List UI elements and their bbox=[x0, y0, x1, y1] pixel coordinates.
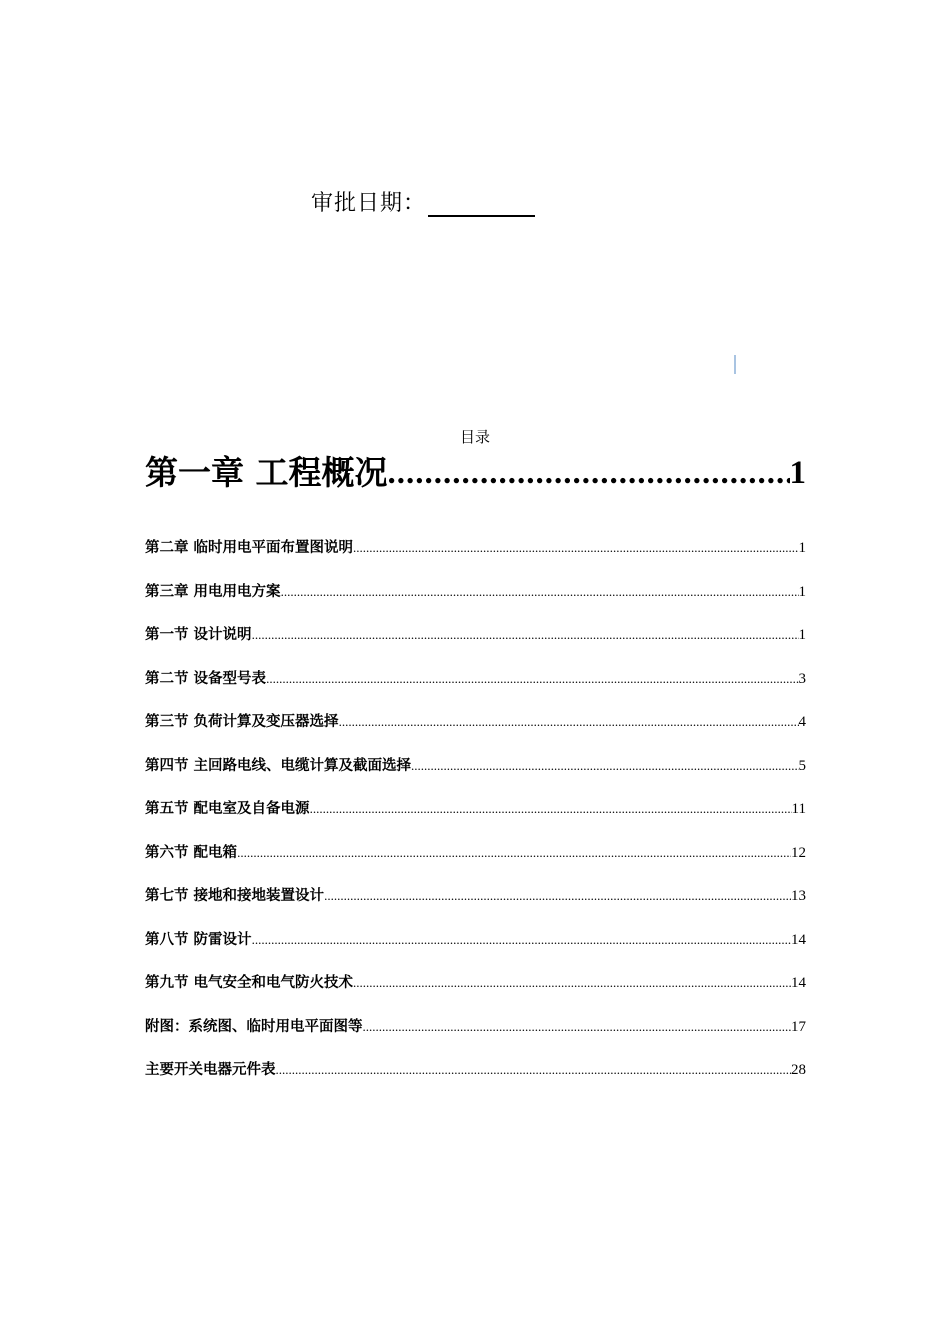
toc-entry-page: 5 bbox=[798, 757, 806, 774]
toc-dot-leader bbox=[339, 709, 799, 735]
toc-dot-leader bbox=[353, 970, 791, 996]
toc-entry[interactable] bbox=[145, 1014, 806, 1058]
toc-entry-page: 1 bbox=[798, 583, 806, 600]
toc-entry[interactable] bbox=[145, 1057, 806, 1101]
toc-entry-label: 第一章 工程概况 bbox=[145, 453, 388, 492]
toc-entry[interactable] bbox=[145, 883, 806, 927]
toc-entry[interactable] bbox=[145, 666, 806, 710]
toc-entry-page: 3 bbox=[798, 670, 806, 687]
toc-entry[interactable] bbox=[145, 622, 806, 666]
approval-date-line bbox=[311, 186, 535, 217]
toc-entry-page: 12 bbox=[791, 844, 806, 861]
toc-list bbox=[145, 535, 806, 1101]
toc-dot-leader bbox=[411, 753, 798, 779]
toc-entry[interactable] bbox=[145, 840, 806, 884]
toc-entry-label: 第四节 主回路电线、电缆计算及截面选择 bbox=[145, 757, 412, 774]
toc-entry[interactable] bbox=[145, 709, 806, 753]
approval-date-blank bbox=[428, 193, 535, 217]
toc-dot-leader bbox=[353, 535, 798, 561]
toc-entry[interactable] bbox=[145, 796, 806, 840]
toc-entry-label: 第七节 接地和接地装置设计 bbox=[145, 888, 325, 904]
toc-entry-label: 第八节 防雷设计 bbox=[145, 931, 252, 948]
toc-entry[interactable] bbox=[145, 927, 806, 971]
toc-dot-leader bbox=[276, 1057, 792, 1083]
toc-entry[interactable] bbox=[145, 970, 806, 1014]
text-cursor-mark bbox=[734, 355, 736, 374]
toc-entry-label: 第一节 设计说明 bbox=[145, 627, 252, 643]
toc-dot-leader bbox=[310, 796, 792, 822]
toc-title: 目录 bbox=[459, 428, 490, 446]
toc-dot-leader bbox=[324, 883, 791, 909]
toc-entry-label: 附图：系统图、临时用电平面图等 bbox=[145, 1018, 363, 1035]
toc-dot-leader bbox=[252, 927, 791, 953]
toc-entry-label: 第二章 临时用电平面布置图说明 bbox=[145, 540, 354, 556]
toc-entry-label: 主要开关电器元件表 bbox=[145, 1062, 276, 1078]
toc-dot-leader bbox=[237, 840, 791, 866]
toc-chapter-1[interactable] bbox=[145, 450, 806, 496]
toc-dot-leader bbox=[363, 1014, 792, 1040]
toc-dot-leader bbox=[388, 450, 790, 496]
toc-entry-page: 1 bbox=[798, 627, 806, 643]
toc-entry-page: 4 bbox=[798, 714, 806, 730]
toc-entry-page: 17 bbox=[791, 1018, 806, 1035]
toc-entry-label: 第二节 设备型号表 bbox=[145, 670, 267, 687]
toc-entry-page: 28 bbox=[791, 1062, 806, 1078]
toc-entry-page: 11 bbox=[791, 801, 806, 817]
toc-entry-label: 第五节 配电室及自备电源 bbox=[145, 801, 310, 817]
toc-entry-page: 1 bbox=[789, 455, 806, 491]
toc-entry-label: 第三章 用电用电方案 bbox=[145, 583, 281, 600]
toc-entry-page: 14 bbox=[791, 975, 806, 991]
toc-entry-page: 13 bbox=[791, 888, 806, 904]
toc-dot-leader bbox=[266, 666, 798, 692]
toc-dot-leader bbox=[252, 622, 799, 648]
toc-entry-page: 14 bbox=[791, 931, 806, 948]
toc-entry-label: 第六节 配电箱 bbox=[145, 844, 238, 861]
toc-entry[interactable] bbox=[145, 579, 806, 623]
toc-entry-page: 1 bbox=[798, 540, 806, 556]
approval-date-label: 审批日期： bbox=[311, 191, 427, 216]
toc-entry-label: 第三节 负荷计算及变压器选择 bbox=[145, 714, 339, 730]
toc-dot-leader bbox=[281, 579, 799, 605]
toc-entry-label: 第九节 电气安全和电气防火技术 bbox=[145, 975, 354, 991]
toc-entry[interactable] bbox=[145, 535, 806, 579]
toc-entry[interactable] bbox=[145, 753, 806, 797]
